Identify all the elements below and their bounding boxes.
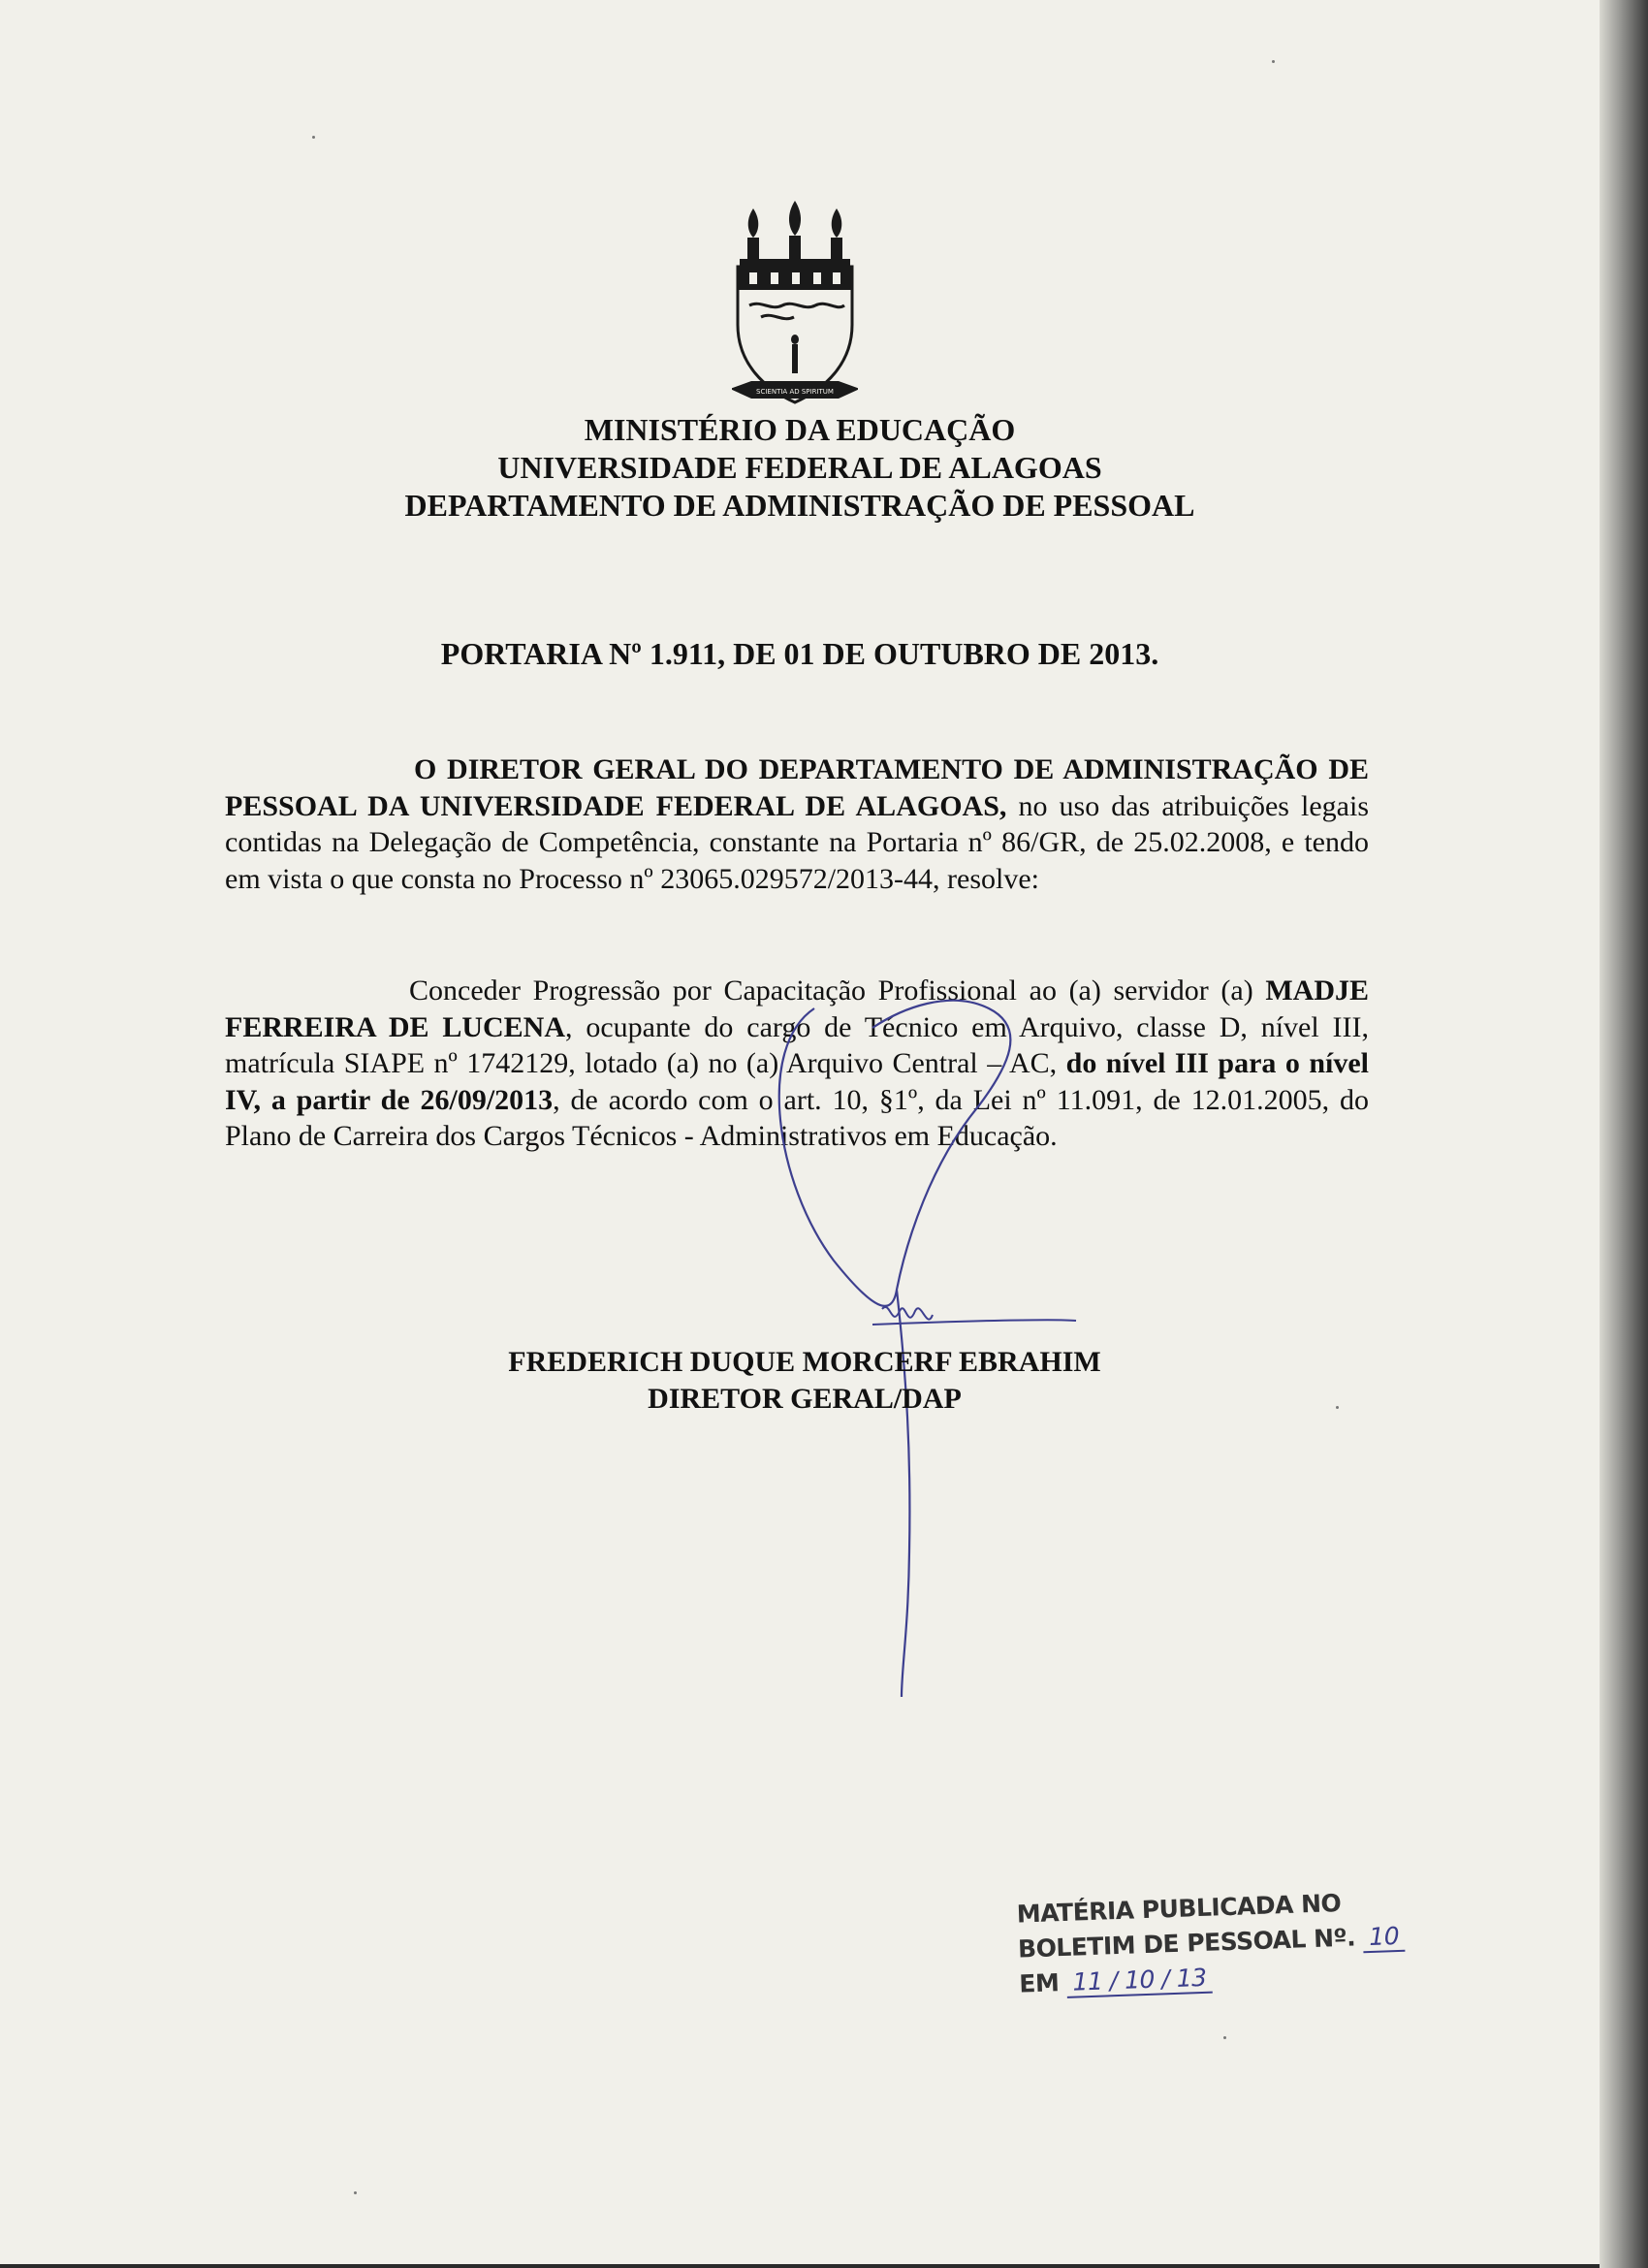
paper-speck [1272, 60, 1275, 63]
preamble-text: no uso das atribuições legais contidas na Delegação de Competência, constante na Portaria nº 86/GR, de 25.02.2008, e tendo em vista o que consta no Processo nº 23065.029572/2013-44, resolve: [225, 789, 1369, 895]
paper-speck [1223, 2036, 1226, 2039]
document-title: PORTARIA Nº 1.911, DE 01 DE OUTUBRO DE 2013. [440, 636, 1159, 671]
scan-edge [1600, 0, 1648, 2268]
stamp-date-value: 11 / 10 / 13 [1066, 1964, 1213, 1998]
resolution-text-3: , de acordo com o art. 10, §1º, da Lei nº 11.091, de 12.01.2005, do Plano de Carreira dos Cargos Técnicos - Administrativos em Educação. [225, 1083, 1369, 1152]
employee-name: MADJE FERREIRA DE LUCENA [225, 974, 1369, 1043]
paper-speck [312, 136, 315, 139]
paper-speck [1336, 1406, 1339, 1409]
paragraph-preamble [225, 751, 1369, 897]
resolution-text-1: Conceder Progressão por Capacitação Profissional ao (a) servidor (a) [409, 974, 1266, 1006]
publication-stamp [1016, 1884, 1400, 2001]
resolution-text-2: , ocupante do cargo de Técnico em Arquivo, classe D, nível III, matrícula SIAPE nº 1742129, lotado (a) no (a) Arquivo Central – AC, [225, 1010, 1369, 1079]
stamp-date-label: EM [1018, 1968, 1060, 1998]
stamp-bulletin-label: BOLETIM DE PESSOAL Nº. [1017, 1923, 1356, 1964]
preamble-bold-lead: O DIRETOR GERAL DO DEPARTAMENTO DE ADMINISTRAÇÃO DE PESSOAL DA UNIVERSIDADE FEDERAL DE ALAGOAS, [225, 753, 1369, 822]
signer-role: DIRETOR GERAL/DAP [648, 1383, 962, 1415]
header-ministry: MINISTÉRIO DA EDUCAÇÃO [584, 412, 1016, 447]
paragraph-resolution [225, 973, 1369, 1155]
paper-speck [354, 2191, 357, 2194]
header-department: DEPARTAMENTO DE ADMINISTRAÇÃO DE PESSOAL [404, 488, 1195, 523]
signer-name: FREDERICH DUQUE MORCERF EBRAHIM [508, 1346, 1101, 1378]
progression-detail: do nível III para o nível IV, a partir de 26/09/2013 [225, 1047, 1369, 1116]
header-university: UNIVERSIDADE FEDERAL DE ALAGOAS [497, 450, 1102, 485]
stamp-line-1: MATÉRIA PUBLICADA NO [1016, 1888, 1342, 1929]
university-crest-logo [732, 199, 858, 412]
stamp-bulletin-number: 10 [1363, 1922, 1406, 1953]
crest-motto: SCIENTIA AD SPIRITUM [756, 388, 834, 396]
